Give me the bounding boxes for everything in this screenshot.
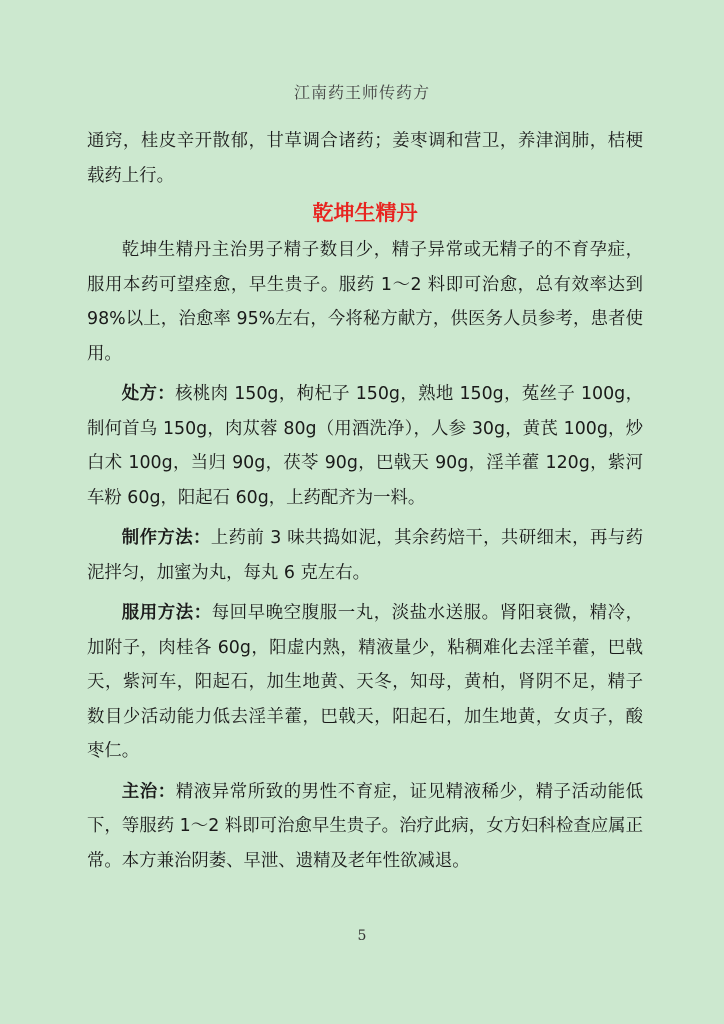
preparation-text: 上药前 3 味共捣如泥，其余药焙干，共研细末，再与药泥拌匀，加蜜为丸，每丸 6 克左右。: [87, 528, 643, 583]
page-number: 5: [357, 928, 367, 944]
indication-paragraph: [87, 775, 643, 879]
page-body: [87, 124, 643, 878]
indication-label: 主治：: [121, 781, 176, 802]
section-title: 乾坤生精丹: [312, 201, 418, 225]
prescription-label: 处方：: [121, 384, 176, 404]
continuation-paragraph: 通窍，桂皮辛开散郁，甘草调合诸药；姜枣调和营卫，养津润肺，桔梗载药上行。: [87, 131, 643, 186]
preparation-label: 制作方法：: [121, 528, 211, 548]
usage-text: 每回早晚空腹服一丸，淡盐水送服。肾阳衰微，精冷，加附子，肉桂各 60g，阳虚内熟，精液量少，粘稠难化去淫羊藿，巴戟天，紫河车，阳起石，加生地黄、天冬，知母，黄柏，肾阴不足，精子数目少活动能力低去淫羊藿，巴戟天，阳起石，加生地黄，女贞子，酸枣仁。: [87, 603, 643, 761]
prescription-paragraph: [87, 377, 643, 515]
usage-paragraph: [87, 596, 643, 769]
preparation-paragraph: [87, 521, 643, 590]
indication-text: 精液异常所致的男性不育症，证见精液稀少，精子活动能低下，等服药 1～2 料即可治愈早生贵子。治疗此病，女方妇科检查应属正常。本方兼治阴萎、早泄、遗精及老年性欲减退。: [87, 781, 643, 871]
running-header: 江南药王师传药方: [293, 83, 430, 102]
usage-label: 服用方法：: [121, 603, 212, 623]
prescription-text: 核桃肉 150g，枸杞子 150g，熟地 150g，菟丝子 100g，制何首乌 150g，肉苁蓉 80g（用酒洗净），人参 30g，黄芪 100g，炒白术 100g，当归 90g，茯苓 90g，巴戟天 90g，淫羊藿 120g，紫河车粉 60g，阳起石 60g，上药配齐为一料。: [87, 384, 643, 508]
intro-paragraph: 乾坤生精丹主治男子精子数目少，精子异常或无精子的不育孕症，服用本药可望痊愈，早生贵子。服药 1～2 料即可治愈，总有效率达到 98%以上，治愈率 95%左右，今将秘方献方，供医务人员参考，患者使用。: [87, 240, 643, 364]
